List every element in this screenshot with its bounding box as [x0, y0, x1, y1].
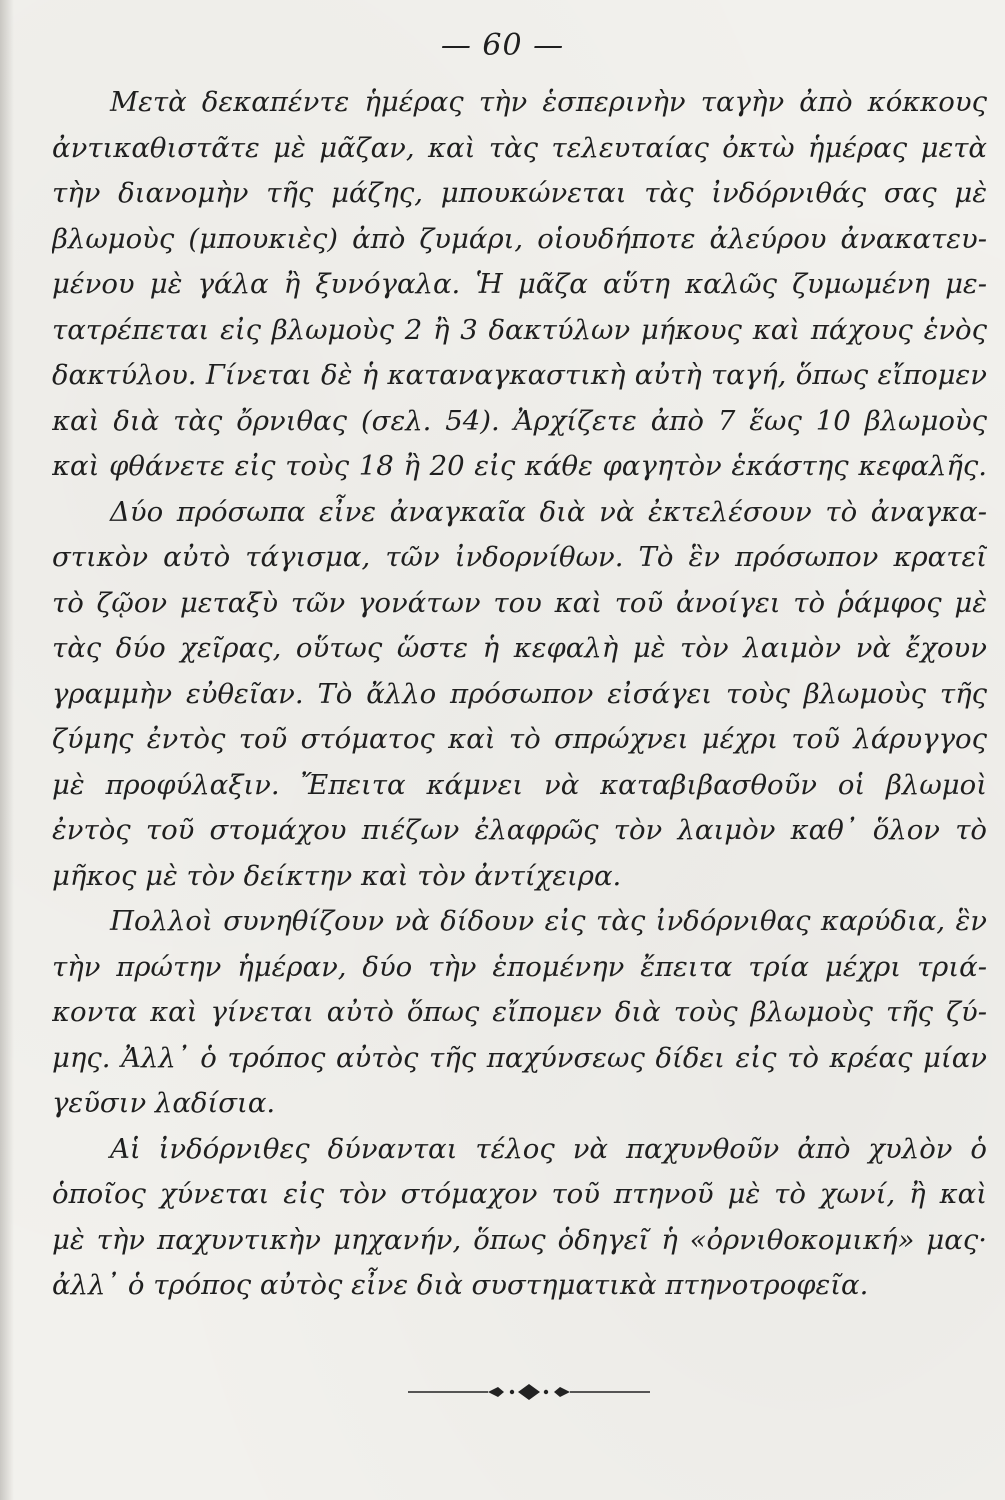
text-line: καὶ διὰ τὰς ὄρνιθας (σελ. 54). Ἀρχίζετε ἀπὸ 7 ἕως 10 βλωμοὺς: [52, 404, 987, 437]
text-line: γραμμὴν εὐθεῖαν. Τὸ ἄλλο πρόσωπον εἰσάγει τοὺς βλωμοὺς τῆς: [52, 677, 987, 710]
text-line: μὲ προφύλαξιν. Ἔπειτα κάμνει νὰ καταβιβασθοῦν οἱ βλωμοὶ: [52, 768, 987, 801]
text-line: Μετὰ δεκαπέντε ἡμέρας τὴν ἑσπερινὴν ταγὴν ἀπὸ κόκκους: [110, 86, 987, 118]
text-line: μὲ τὴν παχυντικὴν μηχανήν, ὅπως ὁδηγεῖ ἡ «ὀρνιθοκομική» μας·: [52, 1223, 987, 1256]
text-line: καὶ φθάνετε εἰς τοὺς 18 ἢ 20 εἰς κάθε φαγητὸν ἑκάστης κεφαλῆς.: [52, 450, 987, 482]
text-line: ἐντὸς τοῦ στομάχου πιέζων ἐλαφρῶς τὸν λαιμὸν καθ᾽ ὅλον τὸ: [52, 814, 987, 846]
text-line: κοντα καὶ γίνεται αὐτὸ ὅπως εἴπομεν διὰ τοὺς βλωμοὺς τῆς ζύ-: [52, 996, 987, 1028]
text-line: ἀντικαθιστᾶτε μὲ μᾶζαν, καὶ τὰς τελευταίας ὀκτὼ ἡμέρας μετὰ: [52, 131, 987, 164]
text-line: βλωμοὺς (μπουκιὲς) ἀπὸ ζυμάρι, οἱουδήποτε ἀλεύρου ἀνακατευ-: [52, 222, 987, 255]
ornamental-divider-svg: [408, 1378, 650, 1406]
text-line: Δύο πρόσωπα εἶνε ἀναγκαῖα διὰ νὰ ἐκτελέσουν τὸ ἀναγκα-: [110, 495, 987, 528]
text-line: τὴν διανομὴν τῆς μάζης, μπουκώνεται τὰς ἰνδόρνιθάς σας μὲ: [52, 177, 987, 209]
page-number: — 60 —: [440, 28, 565, 63]
body-text: [52, 80, 987, 1309]
text-line: Αἱ ἰνδόρνιθες δύνανται τέλος νὰ παχυνθοῦν ἀπὸ χυλὸν ὁ: [110, 1132, 987, 1165]
text-line: μης. Ἀλλ᾽ ὁ τρόπος αὐτὸς τῆς παχύνσεως δίδει εἰς τὸ κρέας μίαν: [52, 1041, 987, 1074]
text-line: τὰς δύο χεῖρας, οὕτως ὥστε ἡ κεφαλὴ μὲ τὸν λαιμὸν νὰ ἔχουν: [52, 632, 987, 664]
text-line: μένου μὲ γάλα ἢ ξυνόγαλα. Ἡ μᾶζα αὕτη καλῶς ζυμωμένη με-: [52, 268, 987, 300]
text-line: ἀλλ᾽ ὁ τρόπος αὐτὸς εἶνε διὰ συστηματικὰ πτηνοτροφεῖα.: [52, 1269, 869, 1301]
text-line: τὸ ζῷον μεταξὺ τῶν γονάτων του καὶ τοῦ ἀνοίγει τὸ ῥάμφος μὲ: [52, 586, 987, 619]
text-line: ὁποῖος χύνεται εἰς τὸν στόμαχον τοῦ πτηνοῦ μὲ τὸ χωνί, ἢ καὶ: [52, 1178, 987, 1210]
text-line: ζύμης ἐντὸς τοῦ στόματος καὶ τὸ σπρώχνει μέχρι τοῦ λάρυγγος: [52, 723, 987, 755]
ornamental-divider-icon: [408, 1378, 650, 1406]
page-binding-shadow: [0, 0, 14, 1500]
text-line: τατρέπεται εἰς βλωμοὺς 2 ἢ 3 δακτύλων μήκους καὶ πάχους ἑνὸς: [52, 313, 987, 346]
text-line: γεῦσιν λαδίσια.: [52, 1087, 276, 1119]
text-line: τὴν πρώτην ἡμέραν, δύο τὴν ἑπομένην ἔπειτα τρία μέχρι τριά-: [52, 950, 987, 983]
text-line: δακτύλου. Γίνεται δὲ ἡ καταναγκαστικὴ αὐτὴ ταγή, ὅπως εἴπομεν: [52, 359, 987, 391]
text-line: στικὸν αὐτὸ τάγισμα, τῶν ἰνδορνίθων. Τὸ ἓν πρόσωπον κρατεῖ: [52, 541, 987, 573]
text-line: Πολλοὶ συνηθίζουν νὰ δίδουν εἰς τὰς ἰνδόρνιθας καρύδια, ἓν: [110, 905, 987, 937]
text-line: μῆκος μὲ τὸν δείκτην καὶ τὸν ἀντίχειρα.: [52, 859, 622, 892]
